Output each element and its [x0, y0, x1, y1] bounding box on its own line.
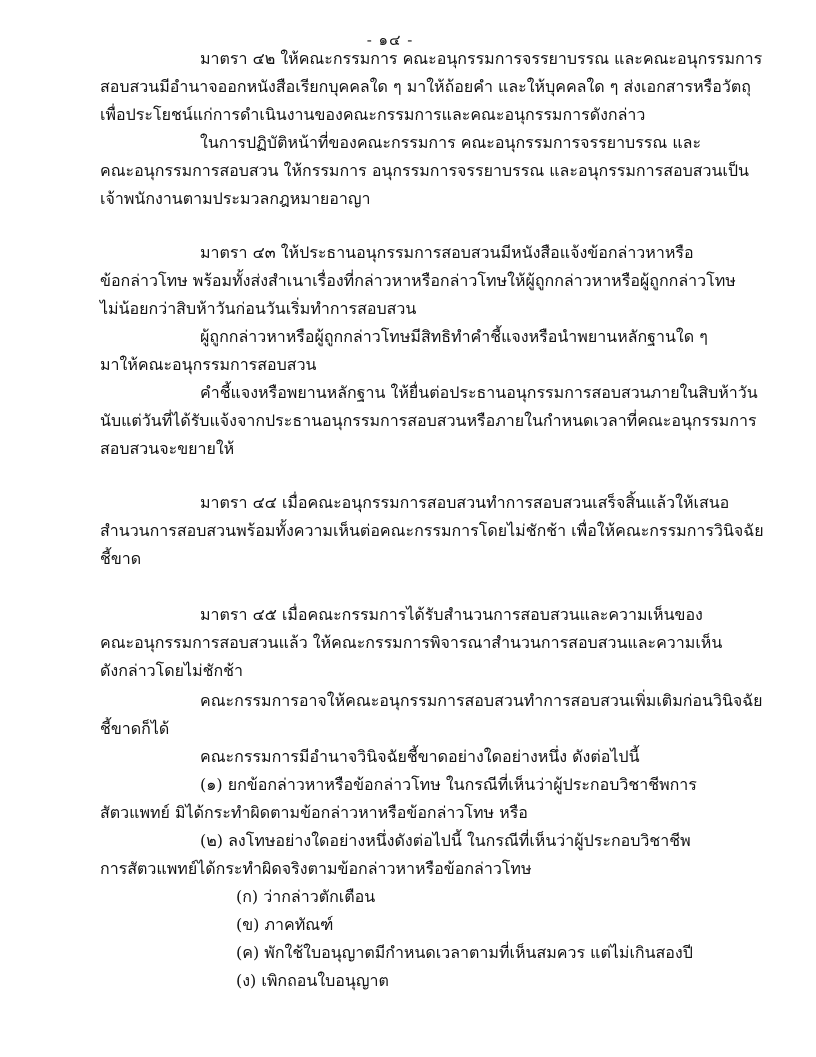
section-43-paragraph-3-line-3: สอบสวนจะขยายให้ [100, 439, 235, 458]
section-42-paragraph-2-line-1: ในการปฏิบัติหน้าที่ของคณะกรรมการ คณะอนุกรรมการจรรยาบรรณ และ [200, 133, 702, 152]
section-45-sub-item-b: (ข) ภาคทัณฑ์ [236, 915, 334, 934]
section-45-sub-item-d: (ง) เพิกถอนใบอนุญาต [236, 971, 389, 990]
section-45-sub-item-a: (ก) ว่ากล่าวตักเตือน [236, 887, 376, 906]
section-45-sub-item-c: (ค) พักใช้ใบอนุญาตมีกำหนดเวลาตามที่เห็นสมควร แต่ไม่เกินสองปี [236, 943, 693, 962]
section-42-paragraph-2-line-3: เจ้าพนักงานตามประมวลกฎหมายอาญา [100, 189, 371, 208]
section-42-heading-line: มาตรา ๔๒ ให้คณะกรรมการ คณะอนุกรรมการจรรยาบรรณ และคณะอนุกรรมการ [200, 49, 763, 68]
section-42-line-3: เพื่อประโยชน์แก่การดำเนินงานของคณะกรรมการและคณะอนุกรรมการดังกล่าว [100, 105, 646, 124]
section-45-item-2-line-1: (๒) ลงโทษอย่างใดอย่างหนึ่งดังต่อไปนี้ ในกรณีที่เห็นว่าผู้ประกอบวิชาชีพ [200, 831, 691, 850]
section-44-heading-line: มาตรา ๔๔ เมื่อคณะอนุกรรมการสอบสวนทำการสอบสวนเสร็จสิ้นแล้วให้เสนอ [200, 493, 730, 512]
section-45-paragraph-2-line-2: ชี้ขาดก็ได้ [100, 719, 170, 738]
page-number: - ๑๔ - [366, 31, 414, 49]
section-43-paragraph-3-line-2: นับแต่วันที่ได้รับแจ้งจากประธานอนุกรรมการสอบสวนหรือภายในกำหนดเวลาที่คณะอนุกรรมการ [100, 411, 757, 430]
section-43-paragraph-2-line-1: ผู้ถูกกล่าวหาหรือผู้ถูกกล่าวโทษมีสิทธิทำคำชี้แจงหรือนำพยานหลักฐานใด ๆ [200, 327, 708, 346]
section-43-line-3: ไม่น้อยกว่าสิบห้าวันก่อนวันเริ่มทำการสอบสวน [100, 299, 417, 318]
section-45-item-1-line-2: สัตวแพทย์ มิได้กระทำผิดตามข้อกล่าวหาหรือข้อกล่าวโทษ หรือ [100, 803, 528, 822]
section-43-paragraph-2-line-2: มาให้คณะอนุกรรมการสอบสวน [100, 355, 317, 374]
section-44-line-3: ชี้ขาด [100, 549, 142, 568]
section-45-heading-line: มาตรา ๔๕ เมื่อคณะกรรมการได้รับสำนวนการสอบสวนและความเห็นของ [200, 605, 703, 624]
section-45-item-2-line-2: การสัตวแพทย์ได้กระทำผิดจริงตามข้อกล่าวหาหรือข้อกล่าวโทษ [100, 859, 532, 878]
section-45-line-3: ดังกล่าวโดยไม่ชักช้า [100, 661, 244, 680]
section-43-paragraph-3-line-1: คำชี้แจงหรือพยานหลักฐาน ให้ยื่นต่อประธานอนุกรรมการสอบสวนภายในสิบห้าวัน [200, 383, 758, 402]
section-42-paragraph-2-line-2: คณะอนุกรรมการสอบสวน ให้กรรมการ อนุกรรมการจรรยาบรรณ และอนุกรรมการสอบสวนเป็น [100, 161, 749, 180]
section-43-heading-line: มาตรา ๔๓ ให้ประธานอนุกรรมการสอบสวนมีหนังสือแจ้งข้อกล่าวหาหรือ [200, 243, 694, 262]
section-42-line-2: สอบสวนมีอำนาจออกหนังสือเรียกบุคคลใด ๆ มาให้ถ้อยคำ และให้บุคคลใด ๆ ส่งเอกสารหรือวัตถุ [100, 77, 751, 96]
section-45-paragraph-3-line-1: คณะกรรมการมีอำนาจวินิจฉัยชี้ขาดอย่างใดอย่างหนึ่ง ดังต่อไปนี้ [200, 747, 640, 766]
section-45-line-2: คณะอนุกรรมการสอบสวนแล้ว ให้คณะกรรมการพิจารณาสำนวนการสอบสวนและความเห็น [100, 633, 723, 652]
section-44-line-2: สำนวนการสอบสวนพร้อมทั้งความเห็นต่อคณะกรรมการโดยไม่ชักช้า เพื่อให้คณะกรรมการวินิจฉัย [100, 521, 764, 540]
section-45-item-1-line-1: (๑) ยกข้อกล่าวหาหรือข้อกล่าวโทษ ในกรณีที่เห็นว่าผู้ประกอบวิชาชีพการ [200, 775, 697, 794]
section-43-line-2: ข้อกล่าวโทษ พร้อมทั้งส่งสำเนาเรื่องที่กล่าวหาหรือกล่าวโทษให้ผู้ถูกกล่าวหาหรือผู้ถูกกล่าวโทษ [100, 271, 736, 290]
section-45-paragraph-2-line-1: คณะกรรมการอาจให้คณะอนุกรรมการสอบสวนทำการสอบสวนเพิ่มเติมก่อนวินิจฉัย [200, 691, 763, 710]
